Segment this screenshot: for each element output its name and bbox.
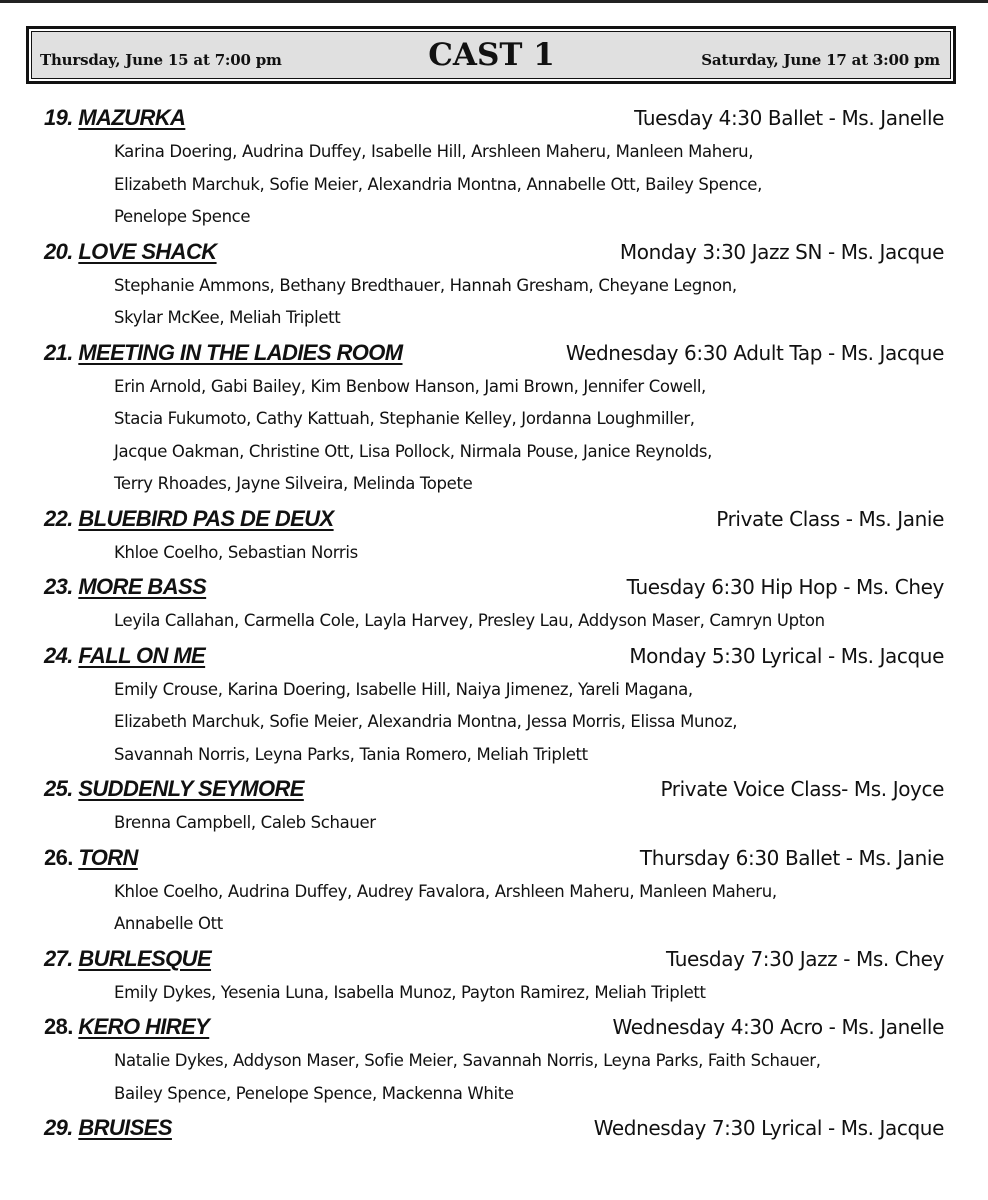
cast-header-box xyxy=(26,26,956,84)
cast-header-inner xyxy=(31,31,951,79)
routine-name: SUDDENLY SEYMORE xyxy=(78,776,304,801)
routine-name: TORN xyxy=(78,844,138,870)
dancer-line: Natalie Dykes, Addyson Maser, Sofie Meier, Savannah Norris, Leyna Parks, Faith Schauer, xyxy=(114,1051,821,1070)
dancer-line: Elizabeth Marchuk, Sofie Meier, Alexandria Montna, Annabelle Ott, Bailey Spence, xyxy=(114,174,763,194)
routine-number: 26. xyxy=(44,844,73,870)
routine-entry xyxy=(44,335,944,501)
routine-number: 23. xyxy=(44,574,73,599)
routine-name: KERO HIREY xyxy=(78,1014,210,1039)
routine-title xyxy=(44,941,211,977)
routine-entry xyxy=(44,1110,944,1146)
routine-entry xyxy=(44,638,944,772)
class-info: Tuesday 7:30 Jazz - Ms. Chey xyxy=(665,946,944,971)
routine-title xyxy=(44,569,206,605)
dancer-line: Stacia Fukumoto, Cathy Kattuah, Stephanie Kelley, Jordanna Loughmiller, xyxy=(114,409,695,428)
dancer-list xyxy=(44,136,944,234)
routine-title xyxy=(44,771,304,807)
class-info: Tuesday 6:30 Hip Hop - Ms. Chey xyxy=(626,575,944,599)
routine-heading xyxy=(44,638,944,674)
routine-entry xyxy=(44,941,944,1010)
routine-heading xyxy=(44,1009,944,1045)
routine-heading xyxy=(44,1110,944,1146)
dancer-line: Emily Crouse, Karina Doering, Isabelle Hill, Naiya Jimenez, Yareli Magana, xyxy=(114,679,693,699)
dancer-line: Stephanie Ammons, Bethany Bredthauer, Hannah Gresham, Cheyane Legnon, xyxy=(114,275,737,295)
second-performance-date: Saturday, June 17 at 3:00 pm xyxy=(701,51,940,69)
class-info: Private Voice Class- Ms. Joyce xyxy=(660,777,944,801)
dancer-line: Annabelle Ott xyxy=(114,914,223,933)
routine-title xyxy=(44,840,138,876)
routine-entry xyxy=(44,234,944,335)
routine-entry xyxy=(44,771,944,840)
routine-number: 29. xyxy=(44,1115,73,1140)
class-info: Monday 5:30 Lyrical - Ms. Jacque xyxy=(629,643,944,668)
routine-title xyxy=(44,234,217,270)
routine-name: FALL ON ME xyxy=(78,642,206,668)
top-border-rule xyxy=(0,0,988,3)
routine-heading xyxy=(44,569,944,605)
routine-entry xyxy=(44,100,944,234)
routine-heading xyxy=(44,100,944,136)
class-info: Wednesday 4:30 Acro - Ms. Janelle xyxy=(612,1015,944,1039)
class-info: Wednesday 7:30 Lyrical - Ms. Jacque xyxy=(593,1116,944,1140)
routine-heading xyxy=(44,234,944,270)
routine-number: 21. xyxy=(44,339,73,365)
dancer-list xyxy=(44,876,944,941)
routine-heading xyxy=(44,771,944,807)
routine-number: 22. xyxy=(44,505,73,531)
dancer-list xyxy=(44,674,944,772)
routine-heading xyxy=(44,501,944,537)
routine-title xyxy=(44,1110,172,1146)
dancer-list xyxy=(44,537,944,570)
routine-name: MAZURKA xyxy=(78,105,186,130)
routine-entry xyxy=(44,501,944,570)
dancer-line: Savannah Norris, Leyna Parks, Tania Romero, Meliah Triplett xyxy=(114,744,588,764)
routine-name: LOVE SHACK xyxy=(78,238,217,264)
dancer-list xyxy=(44,1045,944,1110)
routine-list xyxy=(44,100,944,1146)
first-performance-date: Thursday, June 15 at 7:00 pm xyxy=(40,51,282,69)
routine-entry xyxy=(44,569,944,638)
dancer-line: Jacque Oakman, Christine Ott, Lisa Pollock, Nirmala Pouse, Janice Reynolds, xyxy=(114,441,713,461)
routine-number: 20. xyxy=(44,238,73,264)
routine-number: 19. xyxy=(44,105,73,130)
dancer-list xyxy=(44,807,944,840)
class-info: Wednesday 6:30 Adult Tap - Ms. Jacque xyxy=(565,340,944,365)
routine-name: BRUISES xyxy=(78,1115,172,1140)
routine-title xyxy=(44,335,403,371)
class-info: Tuesday 4:30 Ballet - Ms. Janelle xyxy=(634,106,944,130)
dancer-list xyxy=(44,270,944,335)
routine-heading xyxy=(44,840,944,876)
routine-number: 27. xyxy=(44,945,73,971)
routine-entry xyxy=(44,1009,944,1110)
routine-entry xyxy=(44,840,944,941)
routine-name: BLUEBIRD PAS DE DEUX xyxy=(78,505,334,531)
routine-heading xyxy=(44,335,944,371)
class-info: Thursday 6:30 Ballet - Ms. Janie xyxy=(639,845,944,870)
dancer-line: Khloe Coelho, Audrina Duffey, Audrey Favalora, Arshleen Maheru, Manleen Maheru, xyxy=(114,881,777,901)
class-info: Private Class - Ms. Janie xyxy=(716,506,944,531)
routine-title xyxy=(44,501,334,537)
class-info: Monday 3:30 Jazz SN - Ms. Jacque xyxy=(619,239,944,264)
dancer-line: Karina Doering, Audrina Duffey, Isabelle Hill, Arshleen Maheru, Manleen Maheru, xyxy=(114,142,754,161)
routine-number: 24. xyxy=(44,642,73,668)
routine-title xyxy=(44,1009,209,1045)
routine-name: MORE BASS xyxy=(78,574,207,599)
routine-heading xyxy=(44,941,944,977)
dancer-line: Terry Rhoades, Jayne Silveira, Melinda Topete xyxy=(114,474,473,493)
dancer-list xyxy=(44,605,944,638)
dancer-line: Emily Dykes, Yesenia Luna, Isabella Munoz, Payton Ramirez, Meliah Triplett xyxy=(114,982,706,1002)
dancer-line: Elizabeth Marchuk, Sofie Meier, Alexandria Montna, Jessa Morris, Elissa Munoz, xyxy=(114,712,738,731)
dancer-line: Erin Arnold, Gabi Bailey, Kim Benbow Hanson, Jami Brown, Jennifer Cowell, xyxy=(114,376,706,396)
dancer-line: Brenna Campbell, Caleb Schauer xyxy=(114,813,376,832)
dancer-list xyxy=(44,371,944,501)
dancer-line: Bailey Spence, Penelope Spence, Mackenna White xyxy=(114,1083,514,1103)
dancer-line: Penelope Spence xyxy=(114,207,251,226)
routine-name: MEETING IN THE LADIES ROOM xyxy=(78,339,403,365)
routine-number: 25. xyxy=(44,776,73,801)
dancer-list xyxy=(44,977,944,1010)
dancer-line: Leyila Callahan, Carmella Cole, Layla Harvey, Presley Lau, Addyson Maser, Camryn Upton xyxy=(114,611,825,630)
routine-title xyxy=(44,100,185,136)
routine-number: 28. xyxy=(44,1014,73,1039)
dancer-line: Khloe Coelho, Sebastian Norris xyxy=(114,542,358,562)
routine-title xyxy=(44,638,205,674)
routine-name: BURLESQUE xyxy=(78,945,212,971)
cast-title: CAST 1 xyxy=(428,37,555,73)
dancer-line: Skylar McKee, Meliah Triplett xyxy=(114,308,341,327)
